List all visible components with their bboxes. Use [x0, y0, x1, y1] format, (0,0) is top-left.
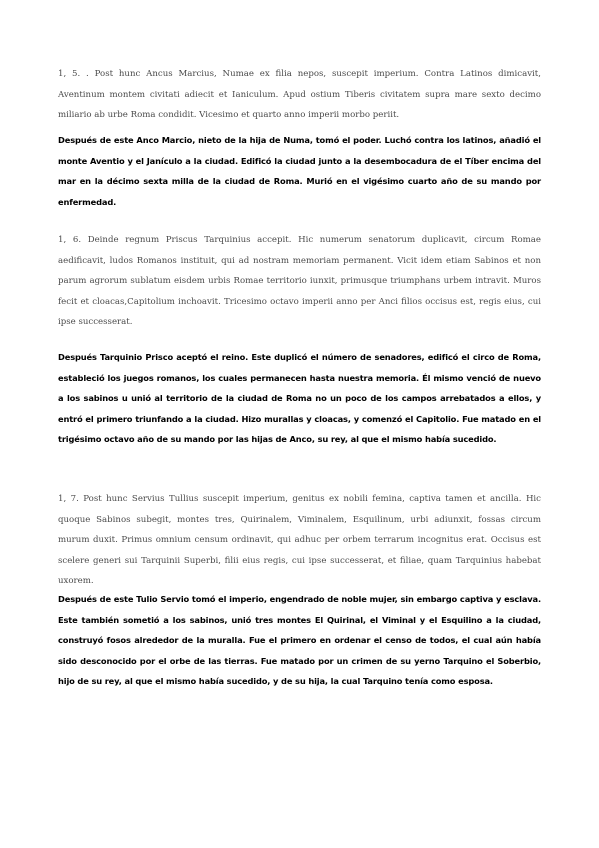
spanish-translation-1-6: Después Tarquinio Prisco aceptó el reino. Este duplicó el número de senadores, edificó el circo de Roma, estableció los juegos romanos, los cuales permanecen hasta nuestra memoria. Él mismo venció de nuevo a los sabinos u unió al territorio de la ciudad de Roma no un poco de los campos arrebatados a ellos, y entró el primero triunfando a la ciudad. Hizo murallas y cloacas, y comenzó el Capitolio. Fue matado en el trigésimo octavo año de su mando por las hijas de Anco, su rey, al que el mismo había sucedido. — [58, 352, 541, 444]
latin-passage-1-5: 1, 5. . Post hunc Ancus Marcius, Numae ex filia nepos, suscepit imperium. Contra Latinos dimicavit, Aventinum montem civitati adiecit et Ianiculum. Apud ostium Tiberis civitatem supra mare sexto decimo miliario ab urbe Roma condidit. Vicesimo et quarto anno imperii morbo periit. — [58, 69, 541, 120]
latin-passage-1-7: 1, 7. Post hunc Servius Tullius suscepit imperium, genitus ex nobili femina, captiva tamen et ancilla. Hic quoque Sabinos subegit, montes tres, Quirinalem, Viminalem, Esquilinum, urbi adiunxit, fossas circum murum duxit. Primus omnium censum ordinavit, qui adhuc per orbem terrarum incognitus erat. Occisus est scelere generi sui Tarquinii Superbi, filii eius regis, cui ipse successerat, et filiae, quam Tarquinius habebat uxorem. — [58, 494, 541, 586]
spanish-translation-1-5: Después de este Anco Marcio, nieto de la hija de Numa, tomó el poder. Luchó contra los latinos, añadió el monte Aventio y el Janículo a la ciudad. Edificó la ciudad junto a la desembocadura de el Tíber encima del mar en la décimo sexta milla de la ciudad de Roma. Murió en el vigésimo cuarto año de su mando por enfermedad. — [58, 135, 541, 207]
spanish-translation-1-7: Después de este Tulio Servio tomó el imperio, engendrado de noble mujer, sin embargo captiva y esclava. Este también sometió a los sabinos, unió tres montes El Quirinal, el Viminal y el Esquilino a la ciudad, construyó fosos alrededor de la muralla. Fue el primero en ordenar el censo de todos, el cual aún había sido desconocido por el orbe de las tierras. Fue matado por un crimen de su yerno Tarquino el Soberbio, hijo de su rey, al que el mismo había sucedido, y de su hija, la cual Tarquino tenía como esposa. — [58, 594, 541, 686]
latin-passage-1-6: 1, 6. Deinde regnum Priscus Tarquinius accepit. Hic numerum senatorum duplicavit, circum Romae aedificavit, ludos Romanos instituit, qui ad nostram memoriam permanent. Vicit idem etiam Sabinos et non parum agrorum sublatum eisdem urbis Romae territorio iunxit, primusque triumphans urbem intravit. Muros fecit et cloacas,Capitolium inchoavit. Tricesimo octavo imperii anno per Anci filios occisus est, regis eius, cui ipse successerat. — [58, 235, 541, 327]
